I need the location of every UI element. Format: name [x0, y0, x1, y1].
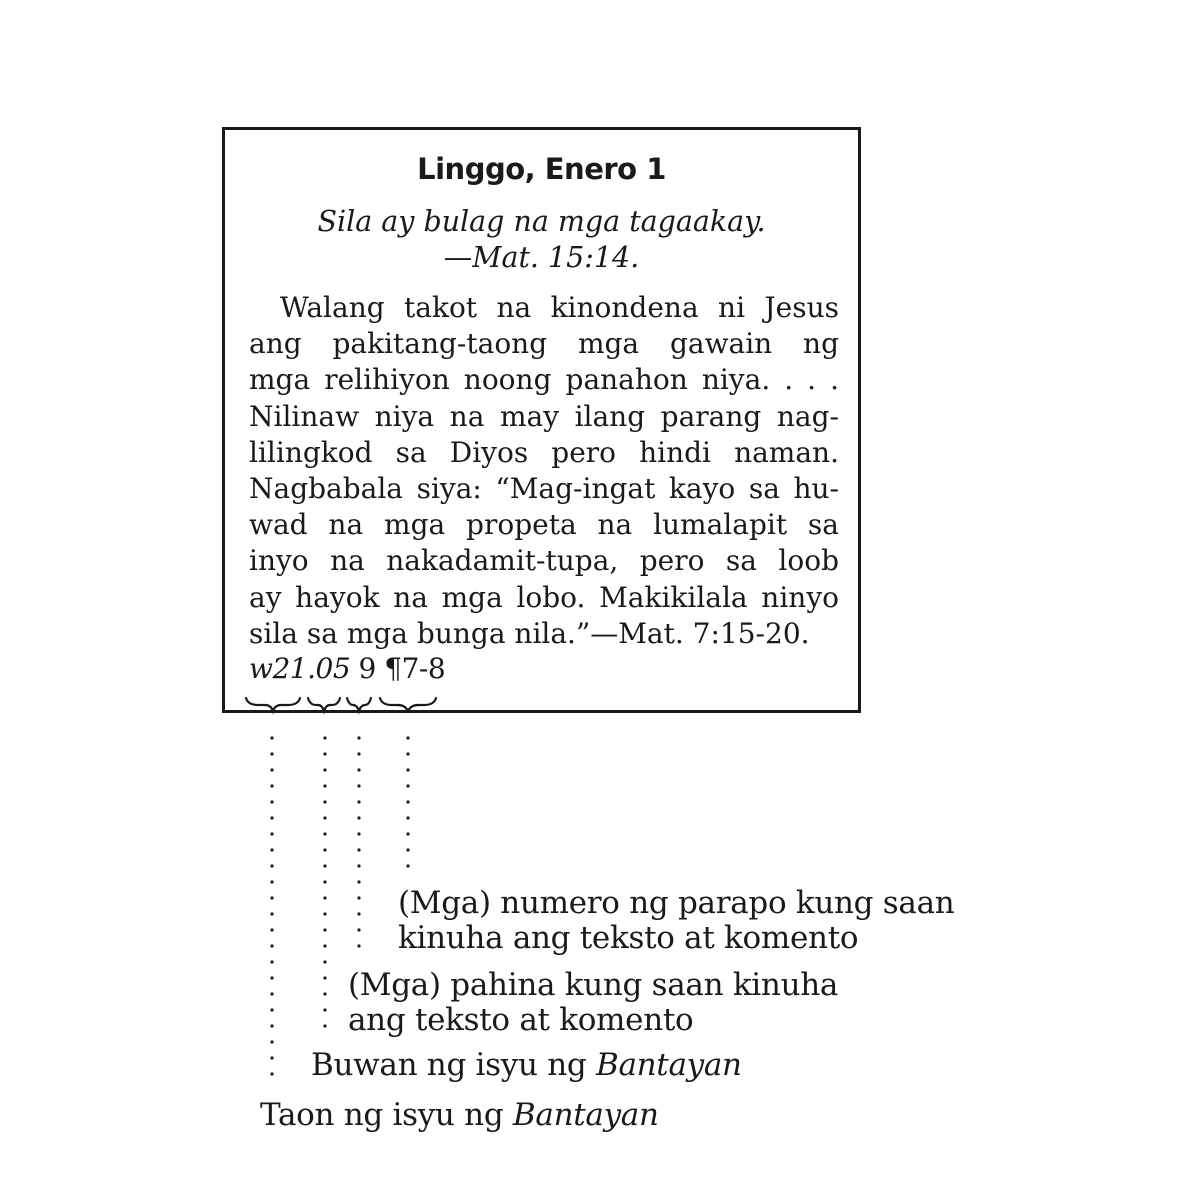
brace-year — [246, 698, 300, 711]
paragraph-label-line: (Mga) numero ng parapo kung saan — [398, 885, 955, 921]
body-line: Nagbabala siya: “Mag-ingat kayo sa hu- — [249, 471, 839, 505]
paragraph-label — [398, 886, 954, 956]
ref-month: .05 — [307, 652, 351, 685]
ref-page: 9 — [358, 652, 376, 685]
page-label-line: ang teksto at komento — [348, 1002, 694, 1038]
body-line: wad na mga propeta na lumalapit sa — [249, 508, 839, 542]
day-title: Linggo, Enero 1 — [417, 152, 666, 186]
theme-line: Sila ay bulag na mga tagaakay. — [317, 205, 766, 238]
theme-citation: —Mat. 15:14. — [443, 241, 640, 274]
body-line: lilingkod sa Diyos pero hindi naman. — [249, 435, 839, 469]
body-line: ay hayok na mga lobo. Makikilala ninyo — [249, 580, 839, 614]
brace-page — [347, 698, 371, 711]
body-line: Walang takot na kinondena ni Jesus — [280, 291, 839, 324]
ref-paragraph: ¶7-8 — [384, 652, 446, 685]
ref-year: w21 — [249, 652, 308, 685]
year-label-publication: Bantayan — [512, 1097, 659, 1133]
brace-month — [308, 698, 340, 711]
year-label-text: Taon ng isyu ng — [260, 1097, 513, 1133]
body-line: mga relihiyon noong panahon niya. . . . — [249, 363, 839, 397]
month-label-text: Buwan ng isyu ng — [311, 1047, 596, 1083]
year-label — [260, 1098, 659, 1133]
paragraph-label-line: kinuha ang teksto at komento — [398, 920, 859, 956]
month-label-publication: Bantayan — [595, 1047, 742, 1083]
page-label-line: (Mga) pahina kung saan kinuha — [348, 967, 839, 1003]
body-line: Nilinaw niya na may ilang parang nag- — [249, 399, 839, 433]
brace-paragraph — [380, 698, 436, 711]
body-line: inyo na nakadamit-tupa, pero sa loob — [249, 544, 839, 578]
body-line: ang pakitang-taong mga gawain ng — [249, 327, 839, 361]
body-line: sila sa mga bunga nila.”—Mat. 7:15-20. — [249, 616, 810, 650]
page-label — [348, 968, 838, 1038]
month-label — [311, 1048, 742, 1083]
